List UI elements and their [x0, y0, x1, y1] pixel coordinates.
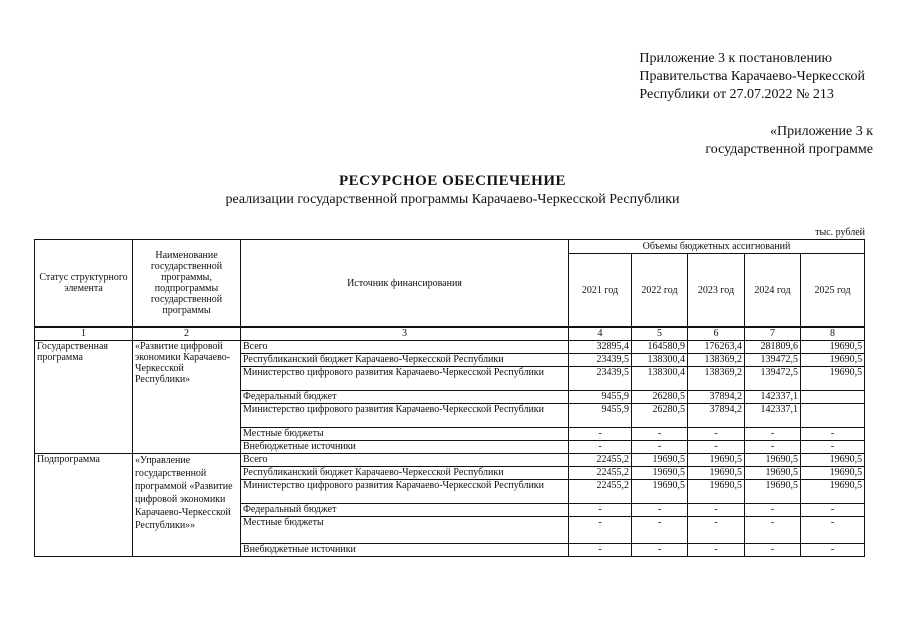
value-cell: - [632, 504, 688, 517]
value-cell: 22455,2 [569, 480, 632, 504]
column-index: 5 [632, 327, 688, 341]
source-cell: Республиканский бюджет Карачаево-Черкесской Республики [241, 354, 569, 367]
value-cell: 138369,2 [688, 367, 745, 391]
header-status: Статус структурного элемента [35, 240, 133, 328]
value-cell: - [801, 544, 865, 557]
document-title: РЕСУРСНОЕ ОБЕСПЕЧЕНИЕ [338, 173, 567, 189]
value-cell: 19690,5 [745, 467, 801, 480]
value-cell: 26280,5 [632, 404, 688, 428]
value-cell: 19690,5 [745, 480, 801, 504]
source-cell: Всего [241, 454, 569, 467]
value-cell: 37894,2 [688, 404, 745, 428]
value-cell: 9455,9 [569, 404, 632, 428]
column-index: 4 [569, 327, 632, 341]
value-cell: - [569, 441, 632, 454]
column-index: 3 [241, 327, 569, 341]
status-cell: Подпрограмма [35, 454, 133, 557]
value-cell: 19690,5 [801, 454, 865, 467]
document-subheader [705, 123, 873, 159]
program-name-cell: «Развитие цифровой экономики Карачаево-Черкесской Республики» [133, 341, 241, 454]
source-cell: Министерство цифрового развития Карачаево-Черкесской Республики [241, 480, 569, 504]
value-cell [801, 404, 865, 428]
column-index: 6 [688, 327, 745, 341]
resource-table [34, 239, 865, 557]
value-cell: 19690,5 [801, 341, 865, 354]
value-cell: - [569, 428, 632, 441]
header-budget: Объемы бюджетных ассигнований [569, 240, 865, 254]
value-cell: - [632, 544, 688, 557]
value-cell: - [801, 504, 865, 517]
value-cell: 19690,5 [688, 480, 745, 504]
header-name: Наименование государственной программы, подпрограммы государственной программы [133, 240, 241, 328]
header-year: 2025 год [801, 254, 865, 327]
value-cell: 281809,6 [745, 341, 801, 354]
source-cell: Внебюджетные источники [241, 544, 569, 557]
header-year: 2024 год [745, 254, 801, 327]
value-cell: - [745, 517, 801, 544]
value-cell: 26280,5 [632, 391, 688, 404]
value-cell: 139472,5 [745, 354, 801, 367]
column-index: 1 [35, 327, 133, 341]
value-cell: 164580,9 [632, 341, 688, 354]
column-index: 7 [745, 327, 801, 341]
source-cell: Федеральный бюджет [241, 504, 569, 517]
value-cell: 23439,5 [569, 367, 632, 391]
value-cell: 37894,2 [688, 391, 745, 404]
value-cell: 32895,4 [569, 341, 632, 354]
value-cell: - [801, 517, 865, 544]
value-cell: 19690,5 [801, 354, 865, 367]
value-cell: 19690,5 [632, 454, 688, 467]
units-label: тыс. рублей [815, 227, 865, 238]
value-cell: 19690,5 [801, 467, 865, 480]
source-cell: Республиканский бюджет Карачаево-Черкесской Республики [241, 467, 569, 480]
value-cell: 138300,4 [632, 354, 688, 367]
header-line-4: «Приложение 3 к [770, 124, 873, 139]
header-year: 2022 год [632, 254, 688, 327]
value-cell: 19690,5 [801, 367, 865, 391]
source-cell: Местные бюджеты [241, 428, 569, 441]
header-source: Источник финансирования [241, 240, 569, 328]
value-cell: - [688, 441, 745, 454]
value-cell: 19690,5 [632, 467, 688, 480]
value-cell: 22455,2 [569, 454, 632, 467]
value-cell: - [801, 441, 865, 454]
value-cell: - [632, 428, 688, 441]
value-cell: 19690,5 [745, 454, 801, 467]
header-year: 2023 год [688, 254, 745, 327]
value-cell: 22455,2 [569, 467, 632, 480]
value-cell: 138300,4 [632, 367, 688, 391]
value-cell: 9455,9 [569, 391, 632, 404]
value-cell: 23439,5 [569, 354, 632, 367]
value-cell: 19690,5 [632, 480, 688, 504]
value-cell: 138369,2 [688, 354, 745, 367]
value-cell: - [801, 428, 865, 441]
value-cell: - [745, 544, 801, 557]
value-cell: - [688, 428, 745, 441]
value-cell: 139472,5 [745, 367, 801, 391]
column-index-row [35, 327, 865, 341]
source-cell: Внебюджетные источники [241, 441, 569, 454]
value-cell: - [745, 428, 801, 441]
table-row [35, 341, 865, 354]
value-cell: - [569, 504, 632, 517]
source-cell: Местные бюджеты [241, 517, 569, 544]
value-cell: - [688, 544, 745, 557]
value-cell: 142337,1 [745, 404, 801, 428]
value-cell: 176263,4 [688, 341, 745, 354]
header-line-3: Республики от 27.07.2022 № 213 [639, 87, 834, 102]
value-cell: - [632, 441, 688, 454]
header-year: 2021 год [569, 254, 632, 327]
value-cell: 19690,5 [688, 454, 745, 467]
program-name-cell: «Управление государственной программой «Развитие цифровой экономики Карачаево-Черкесской Республики»» [133, 454, 241, 557]
value-cell: - [569, 544, 632, 557]
header-line-5: государственной программе [705, 142, 873, 157]
header-line-1: Приложение 3 к постановлению [639, 51, 832, 66]
status-cell: Государственная программа [35, 341, 133, 454]
header-line-2: Правительства Карачаево-Черкесской [639, 69, 865, 84]
value-cell: - [745, 441, 801, 454]
value-cell: - [745, 504, 801, 517]
column-index: 2 [133, 327, 241, 341]
document-subtitle: реализации государственной программы Карачаево-Черкесской Республики [225, 192, 680, 207]
source-cell: Всего [241, 341, 569, 354]
value-cell: - [632, 517, 688, 544]
source-cell: Федеральный бюджет [241, 391, 569, 404]
value-cell: - [569, 517, 632, 544]
source-cell: Министерство цифрового развития Карачаево-Черкесской Республики [241, 367, 569, 391]
column-index: 8 [801, 327, 865, 341]
source-cell: Министерство цифрового развития Карачаево-Черкесской Республики [241, 404, 569, 428]
value-cell: - [688, 504, 745, 517]
value-cell [801, 391, 865, 404]
document-header [639, 50, 865, 104]
value-cell: - [688, 517, 745, 544]
table-row [35, 454, 865, 467]
value-cell: 19690,5 [801, 480, 865, 504]
value-cell: 142337,1 [745, 391, 801, 404]
value-cell: 19690,5 [688, 467, 745, 480]
